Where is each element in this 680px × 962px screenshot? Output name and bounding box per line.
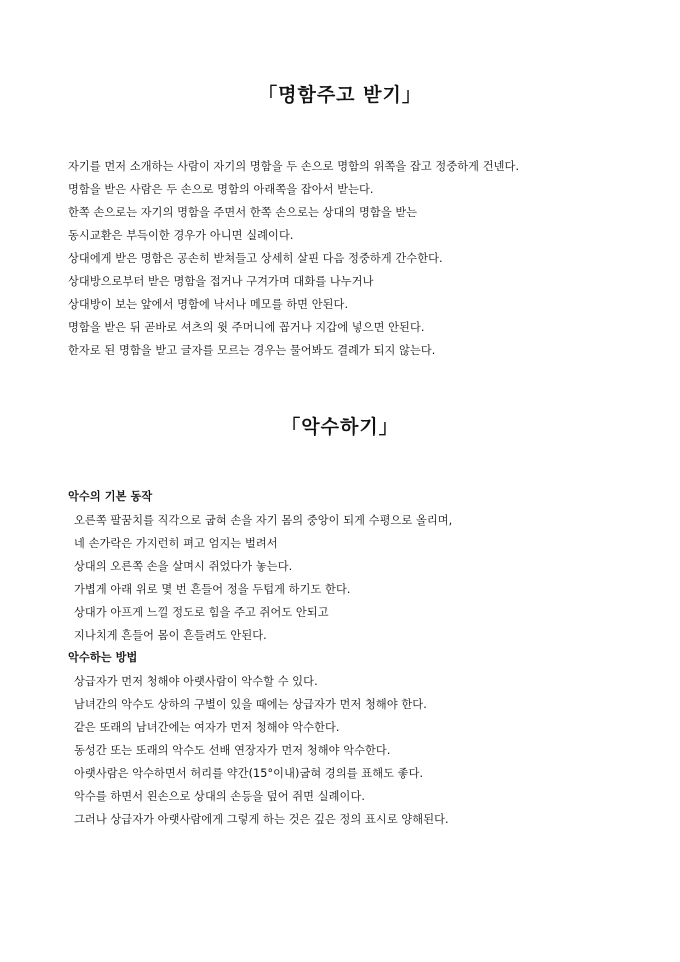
text-line: 한쪽 손으로는 자기의 명함을 주면서 한쪽 손으로는 상대의 명함을 받는 <box>68 206 418 219</box>
text-line: 악수를 하면서 왼손으로 상대의 손등을 덮어 쥐면 실례이다. <box>74 790 366 803</box>
text-line: 명함을 받은 사람은 두 손으로 명함의 아래쪽을 잡아서 받는다. <box>68 183 374 196</box>
text-line: 같은 또래의 남녀간에는 여자가 먼저 청해야 악수한다. <box>74 721 340 734</box>
text-line: 상대에게 받은 명함은 공손히 받쳐들고 상세히 살핀 다음 정중하게 간수한다. <box>68 252 443 265</box>
text-line: 상대의 오른쪽 손을 살며시 쥐었다가 놓는다. <box>74 560 293 573</box>
text-line: 상대가 아프게 느낄 정도로 힘을 주고 쥐어도 안되고 <box>74 606 329 619</box>
text-line: 네 손가락은 가지런히 펴고 엄지는 벌려서 <box>74 537 278 550</box>
text-line: 그러나 상급자가 아랫사람에게 그렇게 하는 것은 깊은 정의 표시로 양해된다. <box>74 813 449 826</box>
text-line: 한자로 된 명함을 받고 글자를 모르는 경우는 물어봐도 결례가 되지 않는다. <box>68 344 436 357</box>
text-line: 상급자가 먼저 청해야 아랫사람이 악수할 수 있다. <box>74 675 318 688</box>
subheading-how-to-shake: 악수하는 방법 <box>68 651 138 664</box>
text-line: 상대방이 보는 앞에서 명함에 낙서나 메모를 하면 안된다. <box>68 298 349 311</box>
text-line: 오른쪽 팔꿈치를 직각으로 굽혀 손을 자기 몸의 중앙이 되게 수평으로 올리며, <box>74 514 453 527</box>
text-line: 아랫사람은 악수하면서 허리를 약간(15°이내)굽혀 경의를 표해도 좋다. <box>74 767 424 780</box>
section-title-business-card: 「명함주고 받기」 <box>258 84 422 106</box>
text-line: 명함을 받은 뒤 곧바로 셔츠의 윗 주머니에 꼽거나 지갑에 넣으면 안된다. <box>68 321 425 334</box>
text-line: 자기를 먼저 소개하는 사람이 자기의 명함을 두 손으로 명함의 위쪽을 잡고 정중하게 건넨다. <box>68 160 520 173</box>
text-line: 동성간 또는 또래의 악수도 선배 연장자가 먼저 청해야 악수한다. <box>74 744 391 757</box>
subheading-basic-motion: 악수의 기본 동작 <box>68 490 153 503</box>
text-line: 동시교환은 부득이한 경우가 아니면 실례이다. <box>68 229 294 242</box>
text-line: 지나치게 흔들어 몸이 흔들려도 안된다. <box>74 629 267 642</box>
text-line: 남녀간의 악수도 상하의 구별이 있을 때에는 상급자가 먼저 청해야 한다. <box>74 698 427 711</box>
section-title-handshake: 「악수하기」 <box>281 416 399 438</box>
text-line: 상대방으로부터 받은 명함을 접거나 구겨가며 대화를 나누거나 <box>68 275 374 288</box>
text-line: 가볍게 아래 위로 몇 번 흔들어 정을 두텁게 하기도 한다. <box>74 583 351 596</box>
